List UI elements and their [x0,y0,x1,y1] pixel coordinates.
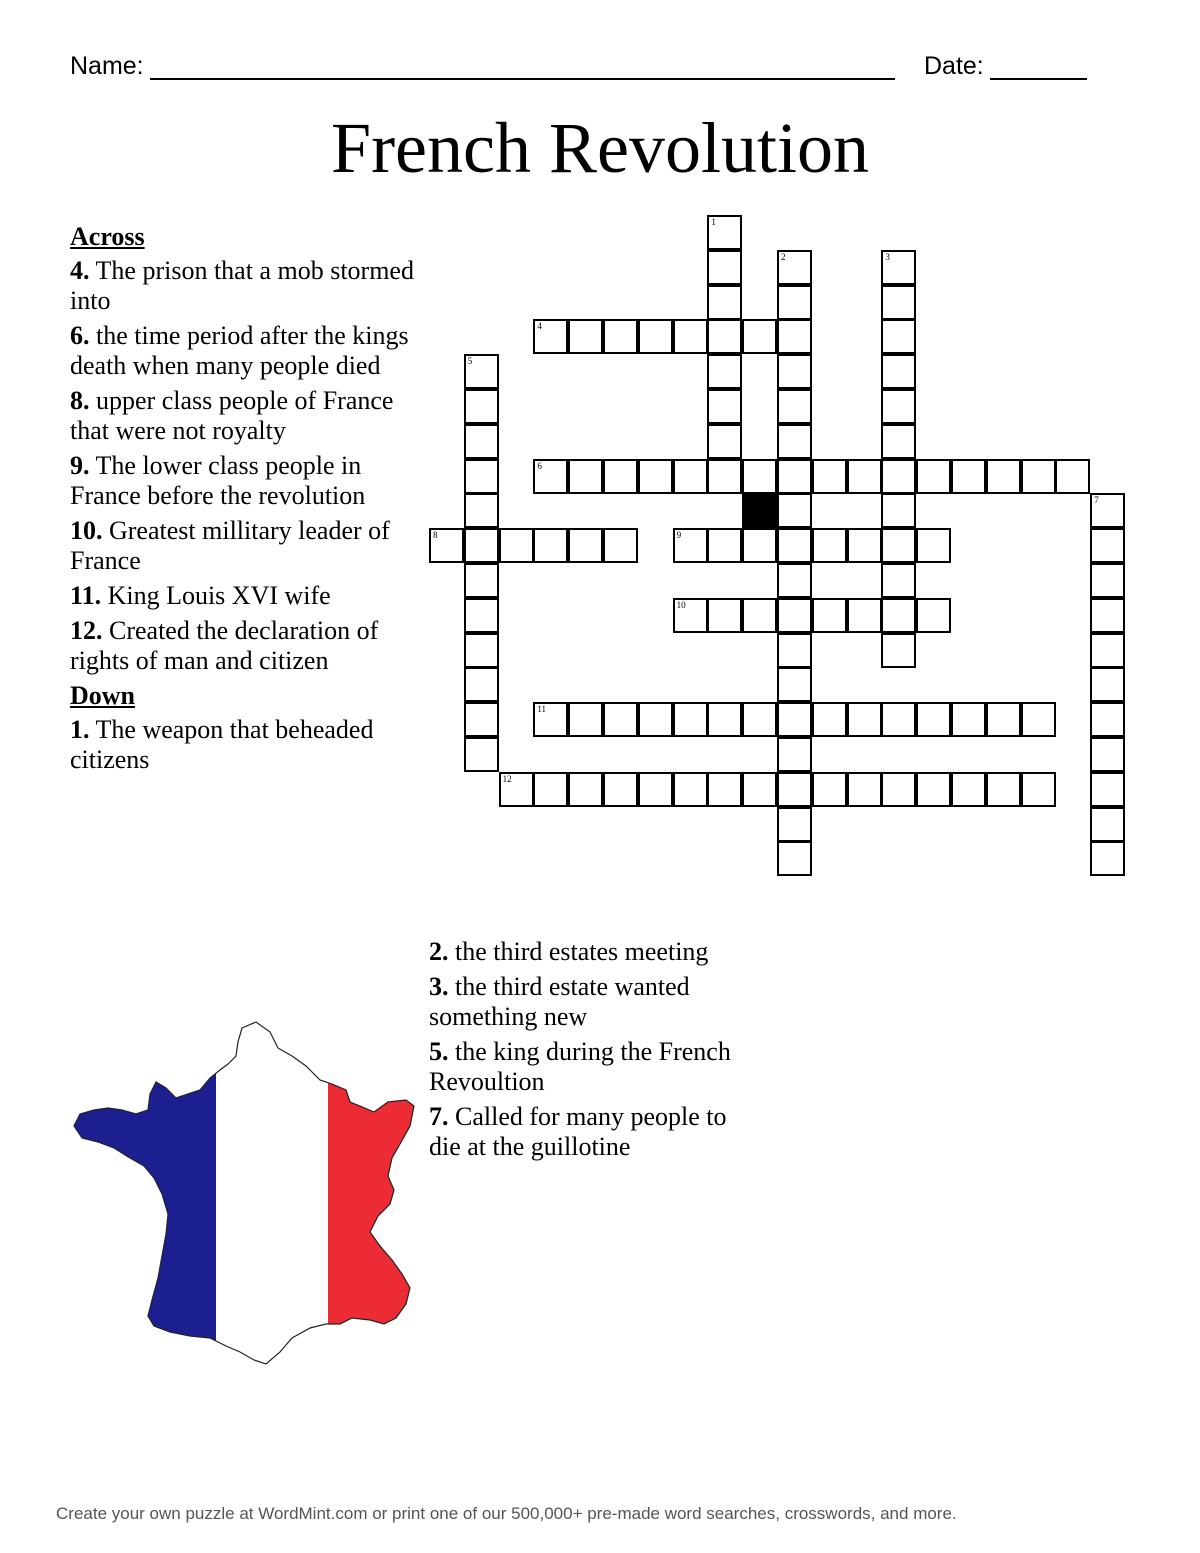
grid-cell[interactable] [812,459,847,494]
grid-cell[interactable] [777,319,812,354]
grid-cell[interactable] [881,528,916,563]
grid-cell[interactable] [603,459,638,494]
grid-cell[interactable] [881,702,916,737]
clue-number: 8. [70,386,90,415]
page-title: French Revolution [331,108,869,188]
grid-cell[interactable] [464,459,499,494]
name-line [150,78,895,80]
grid-cell[interactable] [673,772,708,807]
grid-cell[interactable] [673,459,708,494]
grid-cell[interactable] [568,319,603,354]
clue-number: 6. [70,321,90,350]
grid-cell[interactable] [742,772,777,807]
clue-text: the king during the French Revoultion [429,1037,731,1096]
grid-cell[interactable] [777,459,812,494]
clue-number: 1. [70,715,90,744]
clue-number: 5. [429,1037,449,1066]
grid-cell[interactable] [464,354,499,389]
cell-number: 1 [711,217,716,227]
grid-cell[interactable] [499,772,534,807]
grid-cell[interactable] [812,528,847,563]
clue-text: The prison that a mob stormed into [70,256,414,315]
grid-cell[interactable] [881,598,916,633]
grid-cell[interactable] [707,702,742,737]
grid-cell[interactable] [707,598,742,633]
clue-text: the third estates meeting [448,937,709,966]
grid-cell[interactable] [742,528,777,563]
grid-cell[interactable] [777,807,812,842]
cell-number: 5 [467,356,473,367]
grid-cell[interactable] [951,772,986,807]
across-clue [70,321,415,381]
grid-cell[interactable] [881,250,916,285]
grid-cell[interactable] [881,424,916,459]
grid-cell[interactable] [881,493,916,528]
grid-cell[interactable] [1055,459,1090,494]
grid-cell[interactable] [916,772,951,807]
grid-cell[interactable] [881,772,916,807]
grid-cell[interactable] [464,389,499,424]
grid-cell[interactable] [673,319,708,354]
france-flag-map-icon [70,1018,418,1370]
grid-cell[interactable] [464,493,499,528]
grid-cell[interactable] [742,459,777,494]
flag-red-stripe [328,1018,418,1370]
clue-number: 10. [70,516,103,545]
flag-blue-stripe [70,1018,216,1370]
cell-number: 8 [433,530,438,541]
grid-cell[interactable] [533,319,568,354]
grid-cell[interactable] [707,215,742,250]
across-clue [70,386,415,446]
clue-text: Called for many people to die at the guillotine [429,1102,727,1161]
cell-number: 9 [676,530,682,541]
grid-cell[interactable] [777,389,812,424]
clue-text: The lower class people in France before the revolution [70,451,366,510]
name-field[interactable] [70,52,144,81]
grid-cell[interactable] [603,528,638,563]
clue-number: 12. [70,616,103,645]
grid-cell[interactable] [464,598,499,633]
cell-number: 12 [502,773,512,784]
grid-cell[interactable] [1021,459,1056,494]
grid-cell[interactable] [707,285,742,320]
clue-number: 9. [70,451,90,480]
grid-cell[interactable] [881,459,916,494]
grid-cell[interactable] [533,772,568,807]
grid-cell[interactable] [568,702,603,737]
cell-number: 6 [537,460,542,471]
grid-cell[interactable] [742,598,777,633]
grid-cell[interactable] [638,772,673,807]
clue-text: the third estate wanted something new [429,972,690,1031]
clue-text: the time period after the kings death when many people died [70,321,409,380]
grid-cell[interactable] [777,528,812,563]
grid-cell[interactable] [464,528,499,563]
grid-cell[interactable] [1090,807,1125,842]
clue-number: 2. [429,937,449,966]
grid-cell[interactable] [1090,667,1125,702]
grid-cell[interactable] [603,772,638,807]
grid-cell[interactable] [777,737,812,772]
clue-text: The weapon that beheaded citizens [70,715,374,774]
grid-cell[interactable] [707,250,742,285]
grid-cell[interactable] [568,772,603,807]
grid-cell[interactable] [812,772,847,807]
grid-cell[interactable] [812,702,847,737]
clue-text: Greatest millitary leader of France [70,516,390,575]
grid-cell[interactable] [742,702,777,737]
grid-black-cell [742,493,777,528]
grid-cell[interactable] [1090,841,1125,876]
grid-cell[interactable] [707,389,742,424]
across-clue [70,516,415,576]
footer-note: Create your own puzzle at WordMint.com or print one of our 500,000+ pre-made word searches, crosswords, and more. [56,1504,957,1523]
grid-cell[interactable] [673,528,708,563]
grid-cell[interactable] [951,702,986,737]
grid-cell[interactable] [1090,772,1125,807]
grid-cell[interactable] [603,702,638,737]
grid-cell[interactable] [847,528,882,563]
grid-cell[interactable] [777,354,812,389]
grid-cell[interactable] [916,598,951,633]
grid-cell[interactable] [464,563,499,598]
cell-number: 7 [1094,495,1099,506]
grid-cell[interactable] [777,563,812,598]
grid-cell[interactable] [1090,493,1125,528]
grid-cell[interactable] [777,633,812,668]
grid-cell[interactable] [707,528,742,563]
cell-number: 10 [676,599,686,610]
grid-cell[interactable] [568,459,603,494]
grid-cell[interactable] [429,528,464,563]
down-clue [70,715,415,775]
grid-cell[interactable] [847,598,882,633]
across-clue [70,451,415,511]
grid-cell[interactable] [986,772,1021,807]
grid-cell[interactable] [777,841,812,876]
across-clue [70,581,415,611]
grid-cell[interactable] [777,493,812,528]
grid-cell[interactable] [638,702,673,737]
grid-cell[interactable] [464,737,499,772]
date-field[interactable] [924,52,984,81]
grid-cell[interactable] [1090,598,1125,633]
grid-cell[interactable] [777,285,812,320]
grid-cell[interactable] [603,319,638,354]
grid-cell[interactable] [881,319,916,354]
grid-cell[interactable] [881,389,916,424]
clue-text: upper class people of France that were not royalty [70,386,394,445]
down-clues-continued [429,937,739,1167]
down-clue [429,1037,739,1097]
across-clue [70,616,415,676]
down-clue [429,972,739,1032]
grid-cell[interactable] [847,459,882,494]
grid-cell[interactable] [881,563,916,598]
grid-cell[interactable] [777,424,812,459]
grid-cell[interactable] [881,633,916,668]
grid-cell[interactable] [916,528,951,563]
grid-cell[interactable] [847,772,882,807]
grid-cell[interactable] [1090,702,1125,737]
grid-cell[interactable] [777,702,812,737]
grid-cell[interactable] [1090,737,1125,772]
grid-cell[interactable] [777,598,812,633]
grid-cell[interactable] [707,354,742,389]
grid-cell[interactable] [847,702,882,737]
cell-number: 2 [781,251,786,262]
across-clue [70,256,415,316]
grid-cell[interactable] [707,424,742,459]
grid-cell[interactable] [707,319,742,354]
grid-cell[interactable] [638,319,673,354]
clue-number: 11. [70,581,102,610]
clue-number: 4. [70,256,90,285]
clue-number: 3. [429,972,449,1001]
grid-cell[interactable] [777,772,812,807]
cell-number: 3 [885,251,890,262]
grid-cell[interactable] [1090,528,1125,563]
grid-cell[interactable] [777,250,812,285]
date-line [990,78,1087,80]
down-clue [429,1102,739,1162]
cell-number: 11 [537,704,547,715]
grid-cell[interactable] [638,459,673,494]
grid-cell[interactable] [951,459,986,494]
grid-cell[interactable] [673,702,708,737]
grid-cell[interactable] [916,459,951,494]
grid-cell[interactable] [1021,702,1056,737]
grid-cell[interactable] [533,702,568,737]
grid-cell[interactable] [812,598,847,633]
cell-number: 4 [537,321,542,332]
clue-text: King Louis XVI wife [101,581,331,610]
across-heading: Across [70,222,145,251]
date-label: Date: [924,52,984,80]
grid-cell[interactable] [464,667,499,702]
name-label: Name: [70,52,144,80]
grid-cell[interactable] [881,285,916,320]
grid-cell[interactable] [499,528,534,563]
grid-cell[interactable] [464,424,499,459]
grid-cell[interactable] [881,354,916,389]
grid-cell[interactable] [986,459,1021,494]
grid-cell[interactable] [777,667,812,702]
down-clue [429,937,739,967]
clue-number: 7. [429,1102,449,1131]
grid-cell[interactable] [1090,633,1125,668]
clue-text: Created the declaration of rights of man and citizen [70,616,379,675]
down-heading: Down [70,681,136,710]
grid-cell[interactable] [1090,563,1125,598]
grid-cell[interactable] [464,702,499,737]
grid-cell[interactable] [742,319,777,354]
grid-cell[interactable] [1021,772,1056,807]
grid-cell[interactable] [568,528,603,563]
grid-cell[interactable] [673,598,708,633]
across-clues [70,222,415,780]
grid-cell[interactable] [707,459,742,494]
grid-cell[interactable] [916,702,951,737]
grid-cell[interactable] [464,633,499,668]
grid-cell[interactable] [533,528,568,563]
grid-cell[interactable] [533,459,568,494]
grid-cell[interactable] [986,702,1021,737]
grid-cell[interactable] [707,772,742,807]
